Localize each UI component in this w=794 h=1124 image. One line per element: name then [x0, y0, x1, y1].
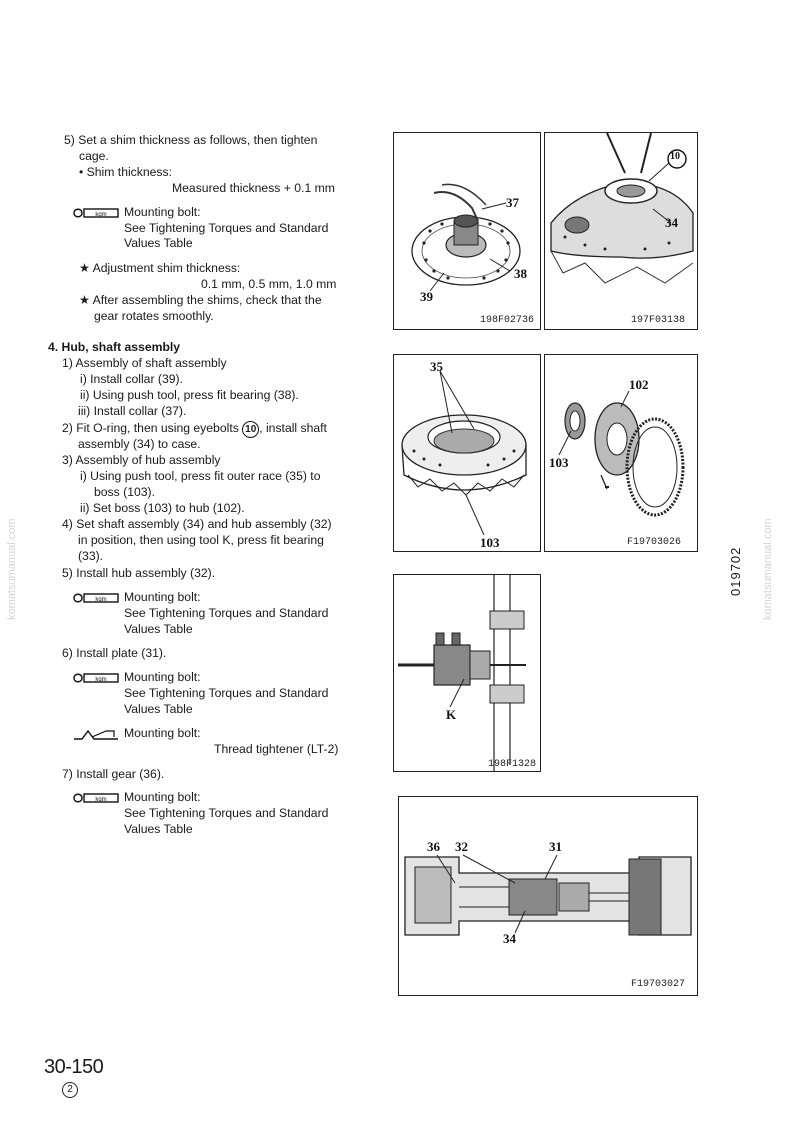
- callout-103: 103: [549, 455, 569, 470]
- watermark-right: komatsumanual.com: [762, 518, 774, 620]
- callout-37: 37: [506, 195, 519, 210]
- svg-text:kgm: kgm: [95, 597, 107, 603]
- step-3-i-line1: i) Using push tool, press fit outer race (35) to: [80, 469, 321, 483]
- callout-31: 31: [549, 839, 562, 854]
- figure-caption: F19703026: [627, 537, 682, 548]
- torque-wrench-icon: [72, 206, 120, 223]
- step-7-ref-1: See Tightening Torques and Standard: [124, 806, 329, 820]
- watermark-left: komatsumanual.com: [6, 518, 18, 620]
- callout-34: 34: [665, 215, 678, 230]
- step-5-ref-2: Values Table: [124, 622, 193, 636]
- after-assembly-note-1: ★ After assembling the shims, check that the: [79, 293, 322, 307]
- torque-wrench-icon: [72, 671, 120, 688]
- step-4-line1: 4) Set shaft assembly (34) and hub assembly (32): [62, 517, 332, 531]
- torque-wrench-icon: [72, 591, 120, 608]
- step-1-i: i) Install collar (39).: [80, 372, 183, 386]
- figure-caption: 198F02736: [480, 315, 535, 326]
- callout-34: 34: [503, 931, 516, 946]
- page-number: 30-150: [44, 1056, 104, 1078]
- step-1-iii: iii) Install collar (37).: [78, 404, 187, 418]
- step-2-line1: [62, 421, 327, 438]
- figure-shaft-collar: [393, 132, 541, 330]
- shim-thickness-label: • Shim thickness:: [79, 165, 172, 179]
- mounting-bolt-ref-1: See Tightening Torques and Standard: [124, 221, 329, 235]
- step-2-text-b: , install shaft: [259, 421, 327, 435]
- mounting-bolt-ref-2: Values Table: [124, 236, 193, 250]
- step-5-mounting-bolt: Mounting bolt:: [124, 590, 201, 604]
- svg-text:kgm: kgm: [95, 212, 107, 218]
- callout-38: 38: [514, 266, 527, 281]
- step-5: 5) Install hub assembly (32).: [62, 566, 216, 580]
- callout-39: 39: [420, 289, 433, 304]
- figure-case-eyebolt: [544, 132, 698, 330]
- section-heading: 4. Hub, shaft assembly: [48, 340, 181, 354]
- step-5-line1: 5) Set a shim thickness as follows, then tighten: [64, 133, 318, 147]
- callout-tool-k: K: [446, 707, 457, 722]
- step-3: 3) Assembly of hub assembly: [62, 453, 221, 467]
- side-document-code: 019702: [728, 546, 743, 596]
- step-6-ref-2: Values Table: [124, 702, 193, 716]
- thread-tightener-icon: [72, 727, 120, 744]
- figure-hub-gear: [544, 354, 698, 552]
- svg-text:kgm: kgm: [95, 677, 107, 683]
- callout-eyebolt-10: 10: [670, 151, 680, 162]
- step-7-ref-2: Values Table: [124, 822, 193, 836]
- callout-103: 103: [480, 535, 500, 550]
- figure-outer-race-boss: [393, 354, 541, 552]
- step-3-i-line2: boss (103).: [94, 485, 155, 499]
- step-1-ii: ii) Using push tool, press fit bearing (38).: [80, 388, 299, 402]
- callout-32: 32: [455, 839, 468, 854]
- callout-102: 102: [629, 377, 649, 392]
- figure-caption: F19703027: [631, 979, 686, 990]
- thread-tightener-spec: Thread tightener (LT-2): [214, 742, 339, 756]
- step-7: 7) Install gear (36).: [62, 767, 165, 781]
- after-assembly-note-2: gear rotates smoothly.: [94, 309, 214, 323]
- mounting-bolt-label: Mounting bolt:: [124, 205, 201, 219]
- callout-35: 35: [430, 359, 443, 374]
- step-4-line3: (33).: [78, 549, 104, 563]
- step-3-ii: ii) Set boss (103) to hub (102).: [80, 501, 245, 515]
- shim-thickness-formula: Measured thickness + 0.1 mm: [172, 181, 335, 195]
- step-5-ref-1: See Tightening Torques and Standard: [124, 606, 329, 620]
- step-1: 1) Assembly of shaft assembly: [62, 356, 227, 370]
- callout-36: 36: [427, 839, 440, 854]
- eyebolt-callout: 10: [242, 421, 259, 438]
- step-6-mounting-bolt-2: Mounting bolt:: [124, 726, 201, 740]
- torque-wrench-icon: [72, 791, 120, 808]
- adjustment-shim-values: 0.1 mm, 0.5 mm, 1.0 mm: [201, 277, 337, 291]
- step-2-text-a: 2) Fit O-ring, then using eyebolts: [62, 421, 239, 435]
- step-4-line2: in position, then using tool K, press fit bearing: [78, 533, 324, 547]
- step-2-line2: assembly (34) to case.: [78, 437, 201, 451]
- step-6-ref-1: See Tightening Torques and Standard: [124, 686, 329, 700]
- step-6: 6) Install plate (31).: [62, 646, 167, 660]
- svg-text:kgm: kgm: [95, 797, 107, 803]
- step-6-mounting-bolt: Mounting bolt:: [124, 670, 201, 684]
- adjustment-shim-label: ★ Adjustment shim thickness:: [79, 261, 241, 275]
- step-7-mounting-bolt: Mounting bolt:: [124, 790, 201, 804]
- figure-tool-k-press: [393, 574, 541, 772]
- figure-caption: 197F03138: [631, 315, 686, 326]
- revision-badge: 2: [62, 1082, 78, 1098]
- figure-caption: 198F1328: [488, 759, 537, 770]
- figure-gear-plate-section: [398, 796, 698, 996]
- step-5-line2: cage.: [79, 149, 109, 163]
